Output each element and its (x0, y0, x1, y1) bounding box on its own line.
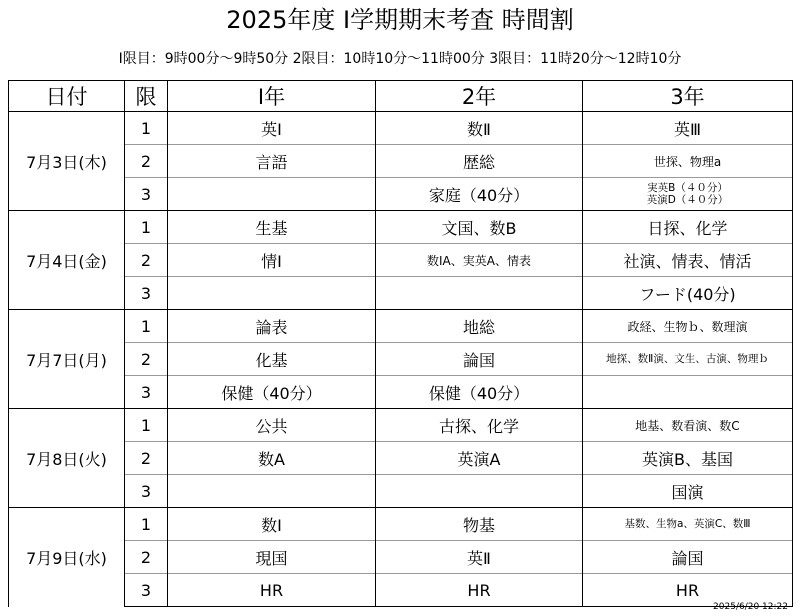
year1-subject (168, 277, 376, 310)
year1-subject: 言語 (168, 145, 376, 178)
header-row (9, 81, 793, 112)
period-cell: 1 (125, 409, 168, 442)
year1-subject: 情Ⅰ (168, 244, 376, 277)
period-cell: 3 (125, 376, 168, 409)
year2-subject: 家庭（40分） (376, 178, 583, 211)
year3-subject: 地基、数看演、数C (583, 409, 793, 442)
period-cell: 3 (125, 178, 168, 211)
year2-subject: 論国 (376, 343, 583, 376)
date-cell: 7月7日(月) (9, 310, 125, 409)
print-timestamp: 2025/6/20 12:22 (713, 602, 788, 612)
period-cell: 2 (125, 541, 168, 574)
column-header-year2: 2年 (376, 81, 583, 112)
year2-subject: 物基 (376, 508, 583, 541)
year3-subject: フード(40分) (583, 277, 793, 310)
period-cell: 2 (125, 442, 168, 475)
period-cell: 1 (125, 310, 168, 343)
year3-subject: HR (583, 574, 793, 607)
period-cell: 2 (125, 343, 168, 376)
year3-subject: 世探、物理a (583, 145, 793, 178)
table-row (9, 541, 793, 574)
period-cell: 3 (125, 574, 168, 607)
year2-subject: 文国、数B (376, 211, 583, 244)
table-row (9, 112, 793, 145)
period-cell: 3 (125, 277, 168, 310)
table-row (9, 343, 793, 376)
date-cell: 7月9日(水) (9, 508, 125, 607)
year3-subject: 地探、数Ⅱ演、文生、古演、物理ｂ (583, 343, 793, 376)
year1-subject: 現国 (168, 541, 376, 574)
year3-subject-line: 英演D（４０分） (646, 194, 729, 206)
period-cell: 2 (125, 145, 168, 178)
year1-subject: 論表 (168, 310, 376, 343)
year1-subject (168, 178, 376, 211)
year1-subject: 数Ⅰ (168, 508, 376, 541)
year1-subject: 英Ⅰ (168, 112, 376, 145)
year3-subject: 論国 (583, 541, 793, 574)
period-times: Ⅰ限目：9時00分～9時50分 2限目：10時10分～11時00分 3限目：11時20分～12時10分 (118, 51, 682, 67)
table-row (9, 178, 793, 211)
year1-subject: 数A (168, 442, 376, 475)
table-row (9, 409, 793, 442)
year2-subject: 英演A (376, 442, 583, 475)
period-cell: 3 (125, 475, 168, 508)
year2-subject: 保健（40分） (376, 376, 583, 409)
period-cell: 2 (125, 244, 168, 277)
year3-subject-line: 実英B（４０分） (647, 182, 728, 194)
year2-subject: 英Ⅱ (376, 541, 583, 574)
table-row (9, 442, 793, 475)
year2-subject: 地総 (376, 310, 583, 343)
year3-subject (583, 376, 793, 409)
year3-subject: 国演 (583, 475, 793, 508)
year1-subject: HR (168, 574, 376, 607)
year3-subject: 社演、情表、情活 (583, 244, 793, 277)
table-row (9, 244, 793, 277)
date-cell: 7月3日(木) (9, 112, 125, 211)
column-header-year3: 3年 (583, 81, 793, 112)
year3-subject: 英Ⅲ (583, 112, 793, 145)
year3-subject: 英演B、基国 (583, 442, 793, 475)
year2-subject: 歴総 (376, 145, 583, 178)
table-row (9, 310, 793, 343)
year1-subject: 化基 (168, 343, 376, 376)
table-row (9, 475, 793, 508)
column-header-date: 日付 (9, 81, 125, 112)
year1-subject: 生基 (168, 211, 376, 244)
year2-subject: 数Ⅱ (376, 112, 583, 145)
year1-subject: 公共 (168, 409, 376, 442)
period-cell: 1 (125, 508, 168, 541)
period-cell: 1 (125, 112, 168, 145)
table-row (9, 376, 793, 409)
table-row (9, 508, 793, 541)
table-row (9, 574, 793, 607)
year2-subject (376, 277, 583, 310)
year3-subject: 政経、生物ｂ、数理演 (583, 310, 793, 343)
year3-subject (583, 178, 793, 211)
year2-subject: 古探、化学 (376, 409, 583, 442)
year2-subject (376, 475, 583, 508)
exam-schedule-table (8, 80, 793, 607)
period-cell: 1 (125, 211, 168, 244)
year3-subject: 基数、生物a、英演C、数Ⅲ (583, 508, 793, 541)
year1-subject: 保健（40分） (168, 376, 376, 409)
year2-subject: 数ⅠA、実英A、情表 (376, 244, 583, 277)
date-cell: 7月8日(火) (9, 409, 125, 508)
page-title: 2025年度 Ⅰ学期期末考査 時間割 (226, 6, 574, 34)
year1-subject (168, 475, 376, 508)
table-row (9, 145, 793, 178)
date-cell: 7月4日(金) (9, 211, 125, 310)
column-header-period: 限 (125, 81, 168, 112)
column-header-year1: Ⅰ年 (168, 81, 376, 112)
table-row (9, 211, 793, 244)
year2-subject: HR (376, 574, 583, 607)
year3-subject: 日探、化学 (583, 211, 793, 244)
table-row (9, 277, 793, 310)
